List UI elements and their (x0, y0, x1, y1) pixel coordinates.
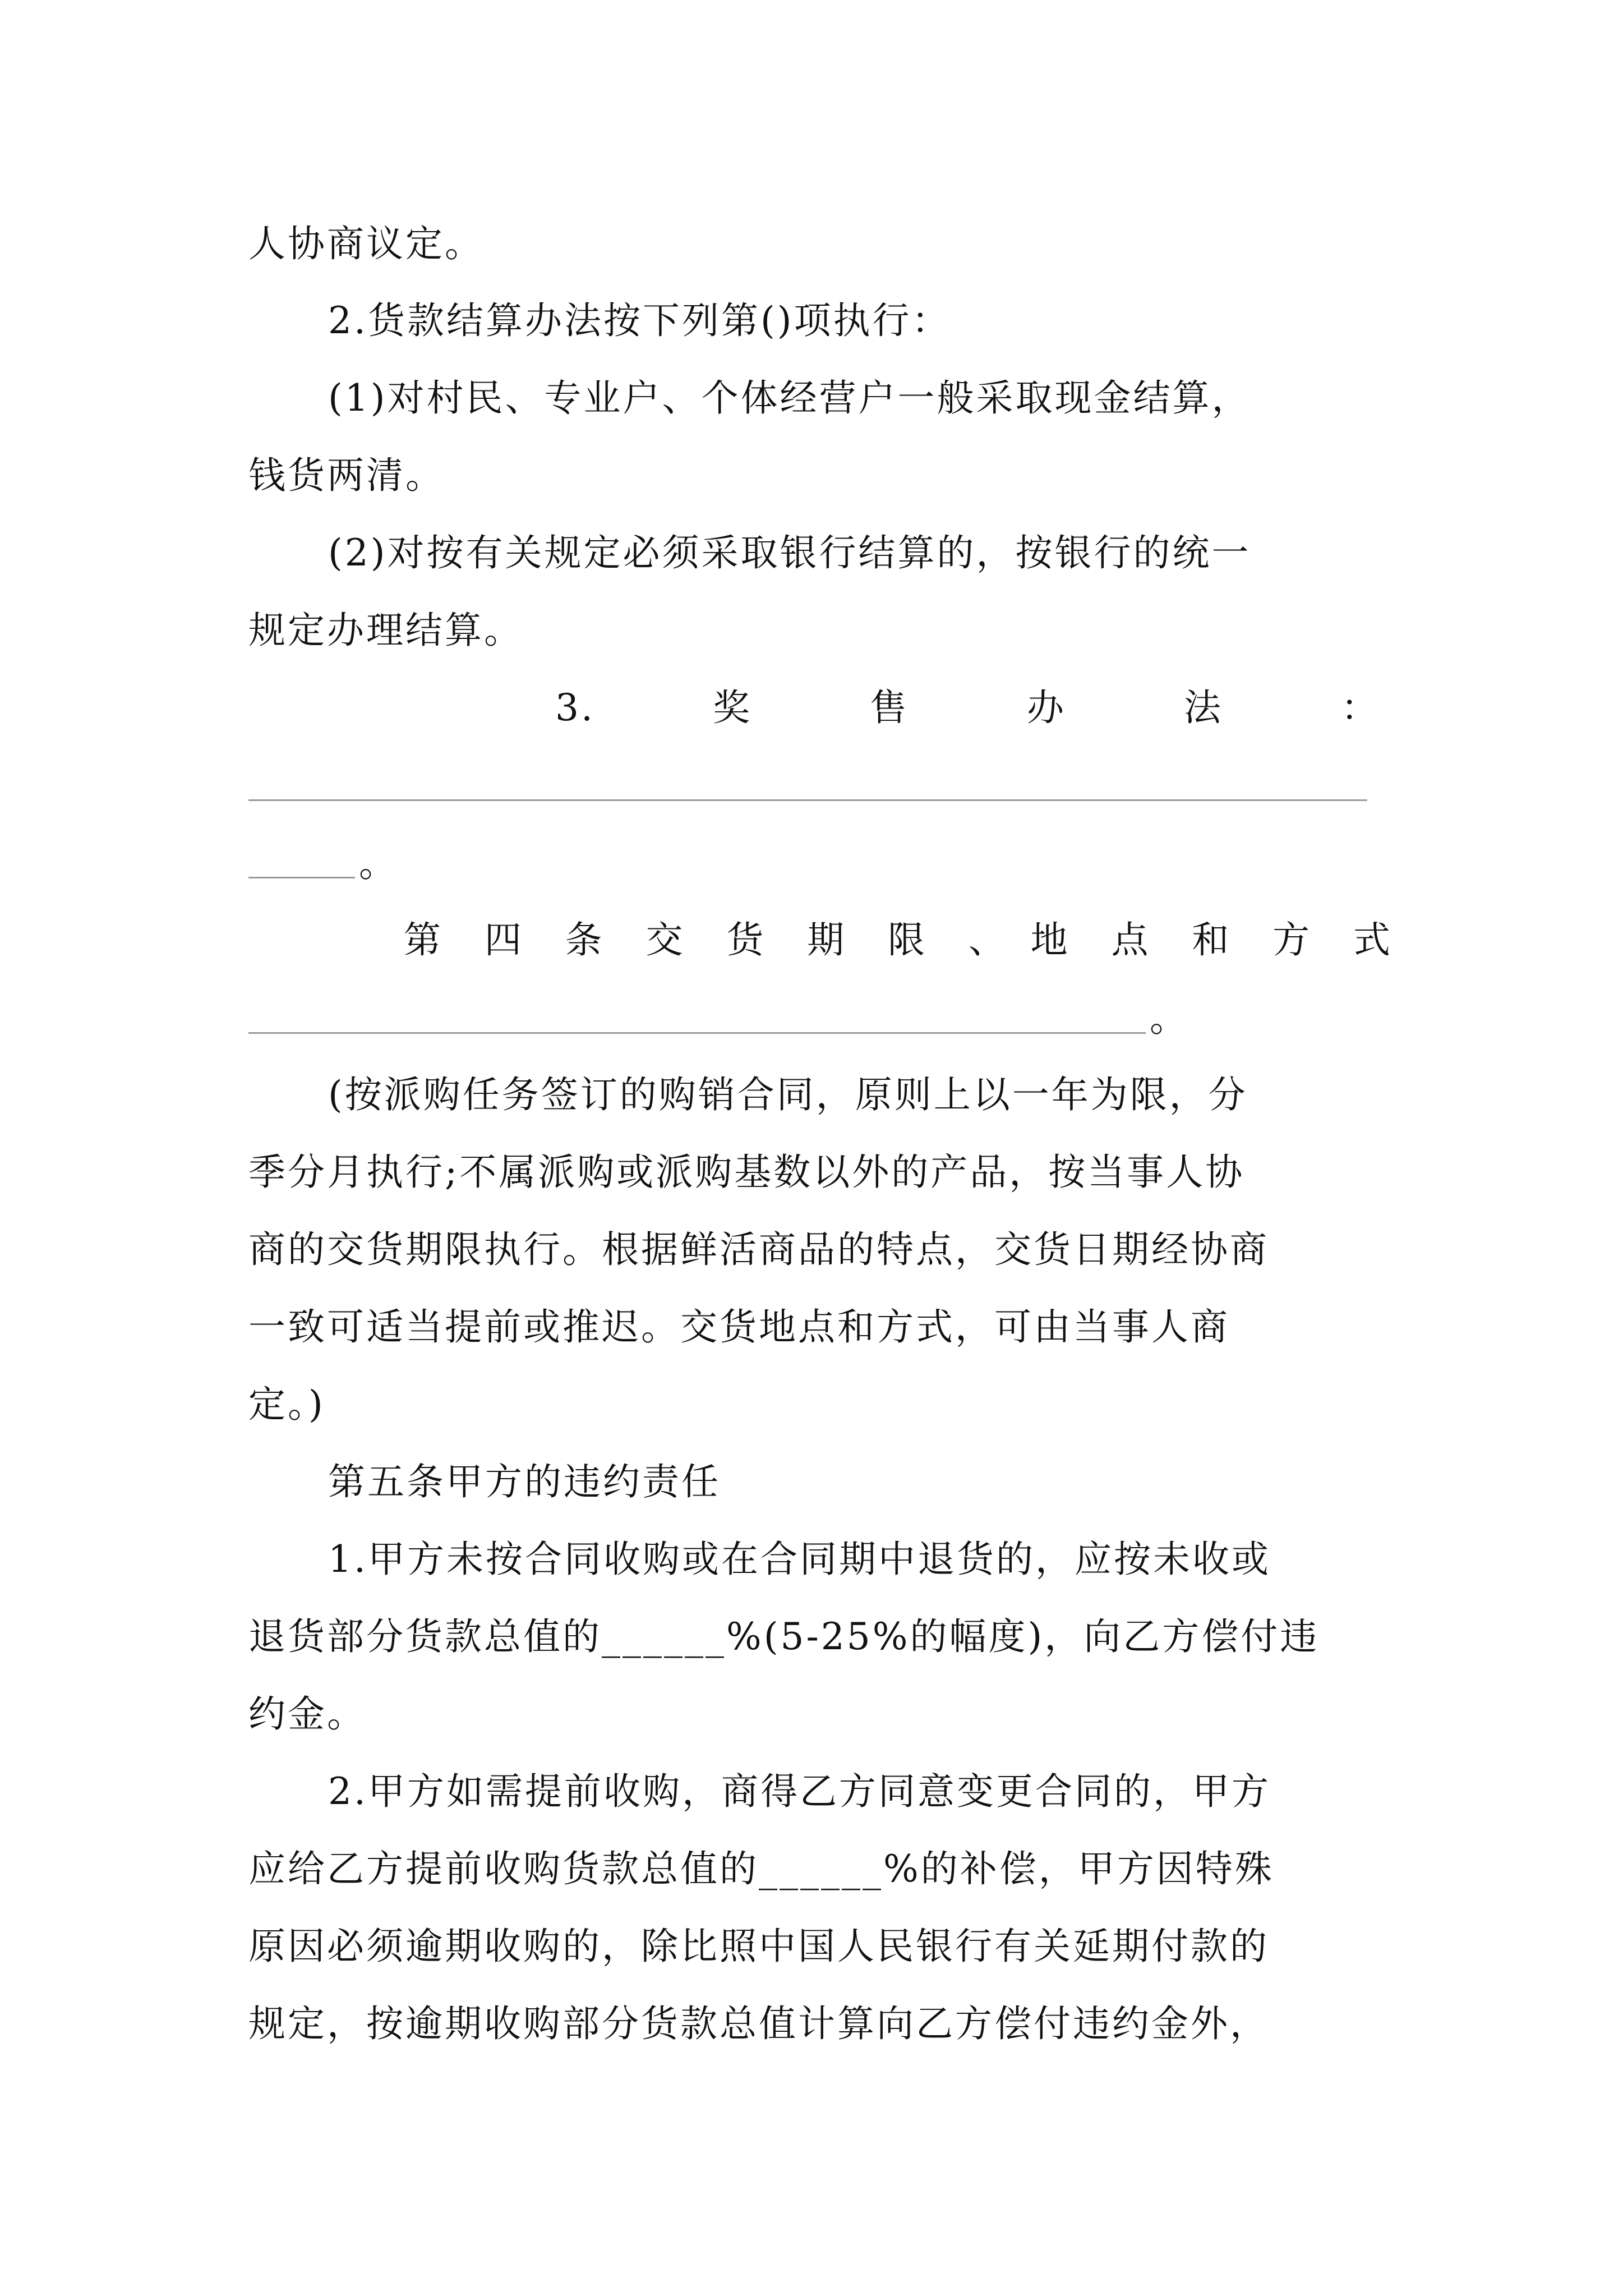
paragraph-line: 1.甲方未按合同收购或在合同期中退货的，应按未收或 (328, 1538, 1271, 1581)
paragraph-line: (按派购任务签订的购销合同，原则上以一年为限，分 (328, 1073, 1248, 1116)
paragraph-line: 2.甲方如需提前收购，商得乙方同意变更合同的，甲方 (328, 1770, 1271, 1813)
paragraph-line: 商的交货期限执行。根据鲜活商品的特点，交货日期经协商 (248, 1228, 1269, 1271)
paragraph-line: 人协商议定。 (248, 222, 484, 265)
paragraph-line: 定。) (248, 1383, 325, 1426)
paragraph-line: 原因必须逾期收购的，除比照中国人民银行有关延期付款的 (248, 1925, 1269, 1968)
article-5-heading: 第五条甲方的违约责任 (328, 1460, 721, 1503)
paragraph-line: (2)对按有关规定必须采取银行结算的，按银行的统一 (328, 531, 1251, 574)
fill-in-blank-line (248, 877, 355, 878)
paragraph-line: 一致可适当提前或推迟。交货地点和方式，可由当事人商 (248, 1305, 1230, 1349)
fill-in-blank-line (248, 799, 1367, 801)
paragraph-line: 钱货两清。 (248, 454, 445, 497)
paragraph-line: 规定，按逾期收购部分货款总值计算向乙方偿付违约金外， (248, 2002, 1269, 2045)
clause-2-heading: 2.货款结算办法按下列第()项执行： (328, 299, 951, 342)
end-punctuation: 。 (359, 842, 396, 885)
clause-3-heading: 3. 奖 售 办 法 ： (555, 686, 1380, 729)
end-punctuation: 。 (1150, 997, 1187, 1040)
article-4-heading: 第 四 条 交 货 期 限 、 地 点 和 方 式 (404, 918, 1393, 961)
paragraph-line: 约金。 (248, 1692, 366, 1736)
paragraph-line: (1)对村民、专业户、个体经营户一般采取现金结算， (328, 376, 1251, 420)
paragraph-line: 退货部分货款总值的______%(5-25%的幅度)，向乙方偿付违 (248, 1615, 1320, 1658)
fill-in-blank-line (248, 1032, 1146, 1034)
paragraph-line: 季分月执行;不属派购或派购基数以外的产品，按当事人协 (248, 1151, 1245, 1194)
paragraph-line: 规定办理结算。 (248, 609, 523, 652)
paragraph-line: 应给乙方提前收购货款总值的______%的补偿，甲方因特殊 (248, 1847, 1274, 1890)
